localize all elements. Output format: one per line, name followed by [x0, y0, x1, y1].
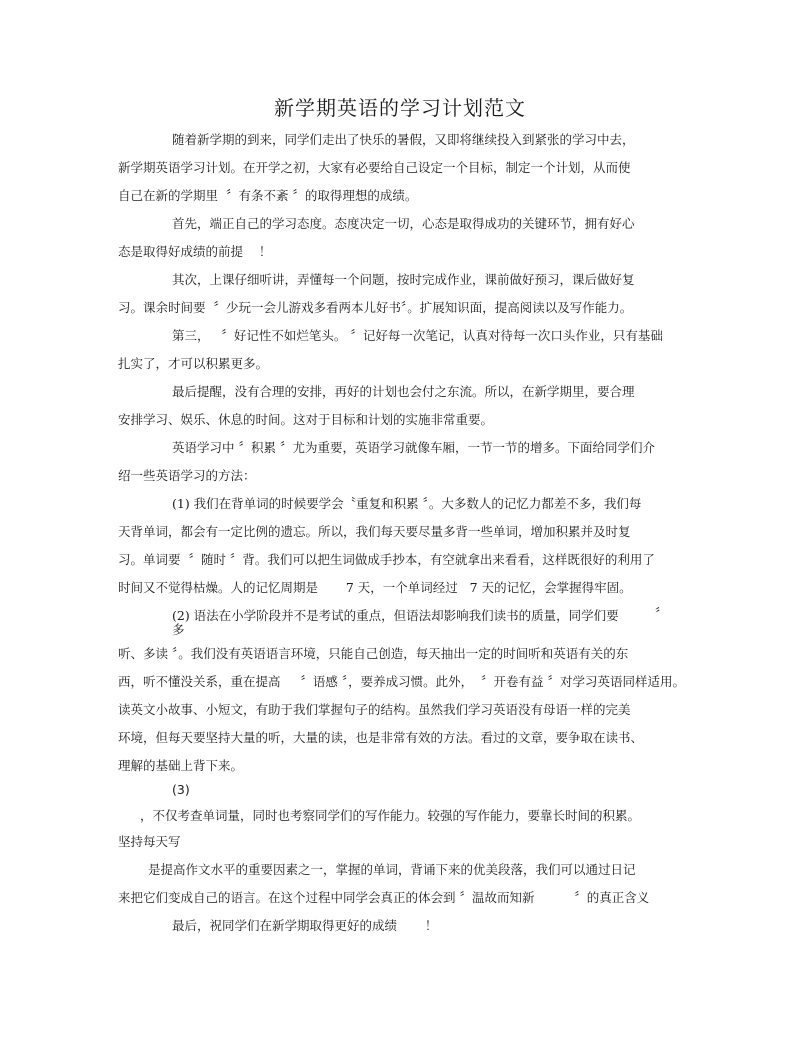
text-fragment: 〞 [655, 606, 668, 621]
text-line: 其次，上课仔细听讲，弄懂每一个问题，按时完成作业，课前做好预习，课后做好复 [172, 272, 635, 287]
text-line: (2) 语法在小学阶段并不是考试的重点，但语法却影响我们读书的质量，同学们要 [172, 608, 619, 623]
text-line: 态是取得好成绩的前提 ！ [118, 244, 272, 259]
document-title: 新学期英语的学习计划范文 [274, 96, 526, 120]
text-line: ，不仅考查单词量，同时也考察同学们的写作能力。较强的写作能力，要靠长时间的积累。 [140, 808, 641, 823]
list-marker: (3) [172, 782, 190, 797]
text-line: 坚持每天写 [118, 834, 181, 849]
text-line: 环境，但每天要坚持大量的听，大量的读，也是非常有效的方法。看过的文章，要争取在读书、 [118, 730, 644, 745]
text-line: 习。单词要 〞随时 〞背。我们可以把生词做成手抄本，有空就拿出来看看，这样既很好的利用了 [118, 552, 655, 567]
text-line: 自己在新的学期里 〞有条不紊 〞的取得理想的成绩。 [118, 188, 418, 203]
text-line: 随着新学期的到来，同学们走出了快乐的暑假，又即将继续投入到紧张的学习中去， [172, 132, 635, 147]
text-line: 时间又不觉得枯燥。人的记忆周期是 7 天，一个单词经过 7 天的记忆，会掌握得牢固。 [118, 580, 632, 595]
text-fragment: 多 [172, 622, 185, 637]
text-line: 最后提醒，没有合理的安排，再好的计划也会付之东流。所以，在新学期里，要合理 [172, 384, 635, 399]
text-line: 首先，端正自己的学习态度。态度决定一切，心态是取得成功的关键环节，拥有好心 [172, 216, 635, 231]
text-line: 来把它们变成自己的语言。在这个过程中同学会真正的体会到 〞温故而知新 〞的真正含义 [118, 890, 650, 905]
text-line: 新学期英语学习计划。在开学之初，大家有必要给自己设定一个目标，制定一个计划，从而使 [118, 160, 631, 175]
text-line: 西，听不懂没关系，重在提高 〞语感 〞，要养成习惯。此外， 〞开卷有益 〞对学习英语同样适用。 [118, 674, 686, 689]
text-line: 是提高作文水平的重要因素之一，掌握的单词，背诵下来的优美段落，我们可以通过日记 [148, 862, 636, 877]
text-line: (1) 我们在背单词的时候要学会〝重复和积累 〞。大多数人的记忆力都差不多，我们每 [172, 496, 642, 511]
text-line: 听、多读 〞。我们没有英语语言环境，只能自己创造，每天抽出一定的时间听和英语有关的东 [118, 646, 629, 661]
text-line: 读英文小故事、小短文，有助于我们掌握句子的结构。虽然我们学习英语没有母语一样的完美 [118, 702, 631, 717]
text-line: 理解的基础上背下来。 [118, 758, 244, 773]
text-line: 英语学习中 〞积累 〞尤为重要，英语学习就像车厢，一节一节的增多。下面给同学们介 [172, 440, 655, 455]
text-line: 习。课余时间要 〞少玩一会儿游戏多看两本儿好书〞。扩展知识面，提高阅读以及写作能力。 [118, 300, 633, 315]
text-line: 天背单词，都会有一定比例的遗忘。所以，我们每天要尽量多背一些单词，增加积累并及时复 [118, 524, 631, 539]
text-line: 最后，祝同学们在新学期取得更好的成绩 ！ [172, 918, 438, 933]
text-line: 扎实了，才可以积累更多。 [118, 356, 269, 371]
text-line: 绍一些英语学习的方法： [118, 468, 256, 483]
text-line: 第三， 〞好记性不如烂笔头。 〞记好每一次笔记，认真对待每一次口头作业，只有基础 [172, 328, 663, 343]
text-line: 安排学习、娱乐、休息的时间。这对于目标和计划的实施非常重要。 [118, 412, 494, 427]
